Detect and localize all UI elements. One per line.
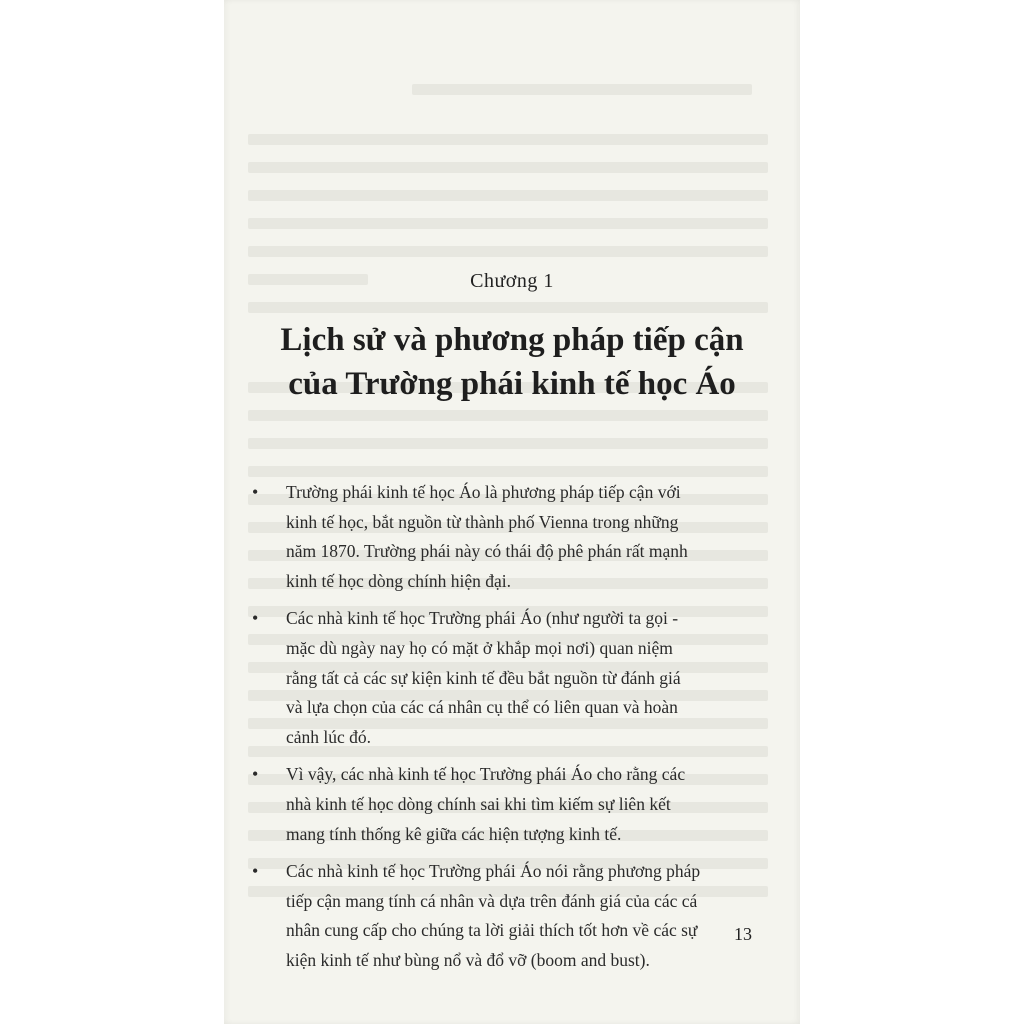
bullet-line: Các nhà kinh tế học Trường phái Áo nói rằng phương pháp bbox=[286, 861, 701, 882]
bullet-line: nhà kinh tế học dòng chính sai khi tìm kiếm sự liên kết bbox=[286, 793, 671, 814]
chapter-title-line-2: của Trường phái kinh tế học Áo bbox=[288, 366, 736, 402]
chapter-title bbox=[224, 318, 800, 406]
summary-bullet-list bbox=[252, 478, 782, 984]
bullet-item bbox=[252, 760, 782, 849]
bullet-dot-icon: • bbox=[252, 608, 259, 629]
bullet-item bbox=[252, 857, 782, 975]
bullet-line: nhân cung cấp cho chúng ta lời giải thích tốt hơn về các sự bbox=[286, 920, 698, 941]
bullet-line: kiện kinh tế như bùng nổ và đổ vỡ (boom and bust). bbox=[286, 949, 650, 970]
chapter-label: Chương 1 bbox=[470, 270, 554, 292]
chapter-title-line-1: Lịch sử và phương pháp tiếp cận bbox=[280, 322, 744, 358]
bullet-dot-icon: • bbox=[252, 764, 259, 785]
book-page bbox=[224, 0, 800, 1024]
bullet-line: tiếp cận mang tính cá nhân và dựa trên đánh giá của các cá bbox=[286, 890, 698, 911]
bullet-line: Vì vậy, các nhà kinh tế học Trường phái Áo cho rằng các bbox=[286, 764, 686, 785]
bullet-line: kinh tế học, bắt nguồn từ thành phố Vienna trong những bbox=[286, 511, 679, 532]
bullet-line: mặc dù ngày nay họ có mặt ở khắp mọi nơi) quan niệm bbox=[286, 637, 673, 658]
bullet-line: và lựa chọn của các cá nhân cụ thể có liên quan và hoàn bbox=[286, 697, 678, 718]
bullet-line: cảnh lúc đó. bbox=[286, 726, 372, 747]
bullet-line: mang tính thống kê giữa các hiện tượng kinh tế. bbox=[286, 823, 622, 844]
bullet-line: Trường phái kinh tế học Áo là phương pháp tiếp cận với bbox=[286, 482, 681, 502]
bullet-line: kinh tế học dòng chính hiện đại. bbox=[286, 570, 512, 591]
bullet-item bbox=[252, 604, 782, 752]
bullet-line: rằng tất cả các sự kiện kinh tế đều bắt nguồn từ đánh giá bbox=[286, 667, 681, 688]
bullet-line: Các nhà kinh tế học Trường phái Áo (như người ta gọi - bbox=[286, 608, 679, 629]
bullet-dot-icon: • bbox=[252, 861, 259, 882]
bullet-line: năm 1870. Trường phái này có thái độ phê phán rất mạnh bbox=[286, 541, 688, 562]
page-number: 13 bbox=[734, 924, 752, 944]
bullet-dot-icon: • bbox=[252, 482, 259, 502]
bullet-item bbox=[252, 478, 782, 596]
